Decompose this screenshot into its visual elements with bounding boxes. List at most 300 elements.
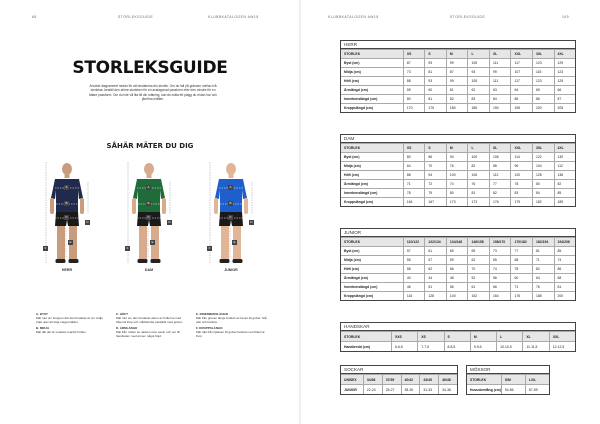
table-cell: 60 <box>424 86 446 94</box>
table-cell: 86 <box>554 265 576 273</box>
table-cell: 81 <box>424 68 446 76</box>
table-cell: 82 <box>554 180 576 188</box>
table-cell: 85 <box>510 95 532 103</box>
table-cell: 74 <box>489 265 511 273</box>
table-cell: 8-8,5 <box>444 342 470 351</box>
table-header-cell: UNISEX <box>344 377 357 382</box>
table-cell: 195 <box>510 104 532 112</box>
table-header-cell: 194/206 <box>554 238 576 246</box>
table-cell: 68 <box>510 256 532 264</box>
table-cell: 9-9,5 <box>470 342 496 351</box>
table-row <box>341 152 575 161</box>
table-cell: 84 <box>489 95 511 103</box>
instructions-col-1 <box>36 313 108 335</box>
table-cell: 200 <box>532 104 554 112</box>
table-cell: 180 <box>446 104 468 112</box>
table-header-cell: 170/182 <box>510 238 532 246</box>
table-cell: 87 <box>554 95 576 103</box>
model-figure-junior <box>206 160 256 267</box>
table-cell: 82 <box>446 95 468 103</box>
table-header-cell: XXS <box>391 332 417 341</box>
table-cell: 64 <box>403 162 425 170</box>
table-cell: 112 <box>554 162 576 170</box>
table-cell: 57 <box>403 247 425 255</box>
table-header-row <box>341 331 575 341</box>
table-header-cell: STORLEK <box>344 334 361 339</box>
table-cell: 88 <box>403 171 425 179</box>
table-row <box>341 282 575 291</box>
measure-marker-d: D <box>250 220 253 224</box>
table-cell: 100 <box>446 171 468 179</box>
figure-label: JUNIOR <box>224 268 238 272</box>
table-header-cell: XS <box>403 144 425 152</box>
table-header-cell: 3XL <box>532 144 554 152</box>
table-cell: 44 <box>424 274 446 282</box>
table-cell: 84 <box>532 189 554 197</box>
table-cell: 94 <box>424 171 446 179</box>
measure-marker-a: A <box>65 185 68 189</box>
table-cell: 93 <box>467 68 489 76</box>
table-cell: 22-24 <box>363 385 382 394</box>
instruction-text: Mät runt om den bredaste delen av höfterna med fötterna ihop och måttbandet parallellt med golvet. <box>116 315 183 324</box>
table-cell: 81 <box>424 95 446 103</box>
table-cell: 85 <box>554 247 576 255</box>
table-row <box>341 179 575 188</box>
table-cell: 65 <box>532 86 554 94</box>
table-cell: 106 <box>489 153 511 161</box>
table-cell: Byst (cm) <box>344 155 360 159</box>
table-title: SOCKAR <box>341 366 457 374</box>
table-cell: 56 <box>489 274 511 282</box>
table-cell: 54-56 <box>501 385 525 394</box>
table-cell: 61 <box>446 86 468 94</box>
table-header-cell: STORLEK <box>344 240 361 244</box>
table-cell: 82 <box>489 189 511 197</box>
table-header-cell: S <box>424 50 446 58</box>
instruction-heading: F. KROPPSLÄNGD <box>196 326 223 331</box>
table-cell: 164 <box>403 198 425 206</box>
table-header-row <box>341 49 575 58</box>
table-cell: 164 <box>489 292 511 300</box>
table-cell: Innerbenslängd (cm) <box>344 285 378 289</box>
table-cell: 114 <box>510 153 532 161</box>
table-cell: 123 <box>532 59 554 67</box>
table-cell: 115 <box>532 68 554 76</box>
table-cell: 106 <box>467 171 489 179</box>
table-cell: 130 <box>554 153 576 161</box>
table-cell: Ärmlängd (cm) <box>344 182 368 186</box>
table-cell: 71 <box>403 180 425 188</box>
table-cell: 73 <box>403 68 425 76</box>
table-cell: 111 <box>489 59 511 67</box>
measure-marker-a: A <box>229 185 232 189</box>
table-cell: 66 <box>446 265 468 273</box>
table-cell: 65 <box>446 247 468 255</box>
table-header-cell: 122/134 <box>424 238 446 246</box>
table-cell: 65 <box>489 256 511 264</box>
table-cell: 66 <box>554 86 576 94</box>
table-header-cell: STORLEK <box>344 146 361 150</box>
table-cell: 59 <box>446 256 468 264</box>
table-cell: 129 <box>554 59 576 67</box>
table-cell: 81 <box>554 283 576 291</box>
measure-marker-c: C <box>65 215 68 219</box>
table-header-cell: S <box>444 332 470 341</box>
measure-marker-e: E <box>69 240 72 244</box>
instruction-text: Mät rakt från hjässan till golvet barfota med fötterna ihop. <box>196 330 265 338</box>
table-cell: 79 <box>424 189 446 197</box>
left-section-label: STORLEKSGUIDE <box>118 15 154 19</box>
size-table-junior <box>340 228 576 301</box>
table-header-cell: 34/36 <box>363 375 382 384</box>
table-row <box>341 67 575 76</box>
table-cell: Huvudomfång (cm) <box>470 387 501 392</box>
table-cell: 205 <box>554 104 576 112</box>
table-header-cell: 43/45 <box>419 375 438 384</box>
table-cell: 64 <box>510 86 532 94</box>
table-cell: 70 <box>424 162 446 170</box>
table-row <box>341 197 575 206</box>
table-cell: 71 <box>532 256 554 264</box>
table-cell: 55 <box>403 256 425 264</box>
table-cell: 93 <box>424 77 446 85</box>
table-header-cell: L <box>467 144 489 152</box>
table-cell: 31-33 <box>419 385 438 394</box>
table-cell: JUNIOR <box>344 387 357 392</box>
figure-label: DAM <box>144 268 154 272</box>
table-cell: 136 <box>554 171 576 179</box>
table-cell: 122 <box>532 153 554 161</box>
table-row <box>341 161 575 170</box>
table-cell: 105 <box>467 77 489 85</box>
table-cell: 173 <box>467 198 489 206</box>
table-cell: 129 <box>554 77 576 85</box>
table-cell: 71 <box>510 283 532 291</box>
table-cell: 86 <box>424 153 446 161</box>
table-cell: 85 <box>554 189 576 197</box>
table-cell: 88 <box>403 77 425 85</box>
table-cell: 57-59 <box>525 385 549 394</box>
size-table-mossor <box>466 365 550 395</box>
model-figure-dam <box>124 160 174 267</box>
table-cell: 88 <box>489 162 511 170</box>
instruction-text: Mät där det är smalast ovanför höften. <box>36 330 87 335</box>
instruction-heading: A. BYST <box>36 312 48 316</box>
table-cell: Höft (cm) <box>344 267 359 271</box>
instructions-col-3 <box>196 313 268 339</box>
table-cell: 87 <box>446 68 468 76</box>
intro-text: Använd diagrammet nedan för att bestämma din storlek. Om du fall på gränsen mellan två storlekar, beställ den större storleken för en avslappnad passform eller den mindre för en tätare passform. Om du inte vill lita till din mätning, kan du mäta ett plagg du redan har och jämföra måtten. <box>89 84 217 102</box>
table-cell: 176 <box>510 292 532 300</box>
table-cell: 94 <box>446 153 468 161</box>
table-cell: 111 <box>489 77 511 85</box>
table-header-row <box>341 374 457 384</box>
instruction-heading: B. MIDJA <box>36 326 50 331</box>
instruction-text: Mät runt om kroppen där det bredaste är om midje (rakt utan att böja mage) kläder. <box>36 315 103 324</box>
measure-marker-c: C <box>229 215 232 219</box>
instruction-text: Mät från grenen längs insidan av benet till golvet. Stå rakt och barfota. <box>196 315 267 324</box>
table-cell: 80 <box>403 95 425 103</box>
table-row <box>341 76 575 85</box>
table-row <box>341 170 575 179</box>
measure-marker-b: B <box>229 201 232 205</box>
right-page-number: 169 <box>562 15 570 19</box>
table-cell: 10-10,5 <box>496 342 522 351</box>
table-cell: 77 <box>489 180 511 188</box>
table-cell: 12-12,5 <box>549 342 575 351</box>
instruction-heading: E. INNERBENSLÄNGD <box>196 312 229 316</box>
table-cell: 120 <box>510 171 532 179</box>
table-cell: 99 <box>446 77 468 85</box>
measure-marker-a: A <box>147 185 150 189</box>
page-title: STORLEKSGUIDE <box>72 58 228 78</box>
table-cell: 34-36 <box>438 385 457 394</box>
table-cell: 128 <box>532 171 554 179</box>
table-cell: 117 <box>510 77 532 85</box>
size-table-dam <box>340 134 576 207</box>
table-cell: 46 <box>403 283 425 291</box>
table-cell: 107 <box>510 68 532 76</box>
measure-marker-c: C <box>147 215 150 219</box>
table-cell: Byst (cm) <box>344 61 360 65</box>
table-row <box>341 291 575 300</box>
person-silhouette-icon <box>42 160 92 267</box>
table-cell: 76 <box>467 180 489 188</box>
table-header-cell: XS <box>403 50 425 58</box>
table-cell: 182 <box>532 198 554 206</box>
instruction-text: Mät från mitten av nacken över axeln och ner till handleden med armen något böjd. <box>116 330 180 338</box>
table-cell: 167 <box>424 198 446 206</box>
table-cell: 58 <box>403 265 425 273</box>
table-header-cell: XXL <box>510 144 532 152</box>
table-cell: 56 <box>446 283 468 291</box>
table-cell: 61 <box>424 247 446 255</box>
table-row <box>341 384 457 394</box>
table-cell: 104 <box>532 162 554 170</box>
table-cell: 99 <box>446 59 468 67</box>
table-row <box>341 85 575 94</box>
table-cell: 6-6,5 <box>391 342 417 351</box>
table-cell: 7-7,5 <box>417 342 443 351</box>
table-cell: 69 <box>467 247 489 255</box>
table-cell: 76 <box>532 283 554 291</box>
table-cell: 57 <box>424 256 446 264</box>
size-table-handskar <box>340 322 576 352</box>
person-silhouette-icon <box>206 160 256 267</box>
table-cell: Midja (cm) <box>344 164 361 168</box>
table-cell: 81 <box>467 189 489 197</box>
table-header-cell: XL <box>489 144 511 152</box>
table-cell: 66 <box>489 283 511 291</box>
right-page <box>300 0 600 424</box>
measure-marker-f: F <box>126 246 129 250</box>
table-cell: 74 <box>446 180 468 188</box>
table-cell: 190 <box>489 104 511 112</box>
size-table-herr <box>340 40 576 113</box>
table-cell: 87 <box>403 59 425 67</box>
table-title: MÖSSOR <box>467 366 549 374</box>
table-header-cell: L/XL <box>525 375 549 384</box>
table-cell: 82 <box>467 162 489 170</box>
table-cell: 83 <box>467 95 489 103</box>
table-cell: 81 <box>532 247 554 255</box>
table-header-cell: L <box>467 50 489 58</box>
table-header-cell: 134/146 <box>446 238 468 246</box>
table-cell: Innerbenslängd (cm) <box>344 191 378 195</box>
table-row <box>341 255 575 264</box>
table-cell: Ärmlängd (cm) <box>344 88 368 92</box>
table-cell: 117 <box>510 59 532 67</box>
instructions-col-2 <box>116 313 188 339</box>
table-cell: 170 <box>403 104 425 112</box>
table-cell: Byst (cm) <box>344 249 360 253</box>
table-cell: 105 <box>467 59 489 67</box>
table-cell: 175 <box>424 104 446 112</box>
table-cell: 68 <box>554 274 576 282</box>
table-header-row <box>341 143 575 152</box>
left-page-number: 68 <box>32 15 37 19</box>
table-cell: 48 <box>446 274 468 282</box>
table-cell: 78 <box>403 189 425 197</box>
table-cell: 100 <box>467 153 489 161</box>
table-cell: 86 <box>532 95 554 103</box>
right-catalog-label: KLUBBKATALOGEN AW18 <box>328 15 379 19</box>
table-cell: Kroppslängd (cm) <box>344 106 374 110</box>
right-section-label: STORLEKSGUIDE <box>450 15 486 19</box>
table-header-cell: XL <box>489 50 511 58</box>
table-cell: 185 <box>554 198 576 206</box>
table-cell: 80 <box>446 189 468 197</box>
table-cell: 11-11,5 <box>522 342 548 351</box>
table-header-cell: 158/170 <box>489 238 511 246</box>
table-header-cell: 46/48 <box>438 375 457 384</box>
table-cell: 60 <box>510 274 532 282</box>
table-title: DAM <box>341 135 575 143</box>
table-header-row <box>467 374 549 384</box>
table-cell: 62 <box>467 256 489 264</box>
table-cell: 52 <box>467 274 489 282</box>
table-title: HANDSKAR <box>341 323 575 331</box>
table-cell: 188 <box>532 292 554 300</box>
table-cell: 112 <box>489 171 511 179</box>
table-row <box>341 58 575 67</box>
left-catalog-label: KLUBBKATALOGEN AW18 <box>208 15 259 19</box>
measure-marker-f: F <box>208 246 211 250</box>
table-header-cell: 40/42 <box>401 375 420 384</box>
table-title: HERR <box>341 41 575 49</box>
measure-marker-e: E <box>151 240 154 244</box>
table-cell: 96 <box>510 162 532 170</box>
table-row <box>341 103 575 112</box>
table-cell: Innerbenslängd (cm) <box>344 97 378 101</box>
table-cell: 62 <box>424 265 446 273</box>
table-cell: 70 <box>467 265 489 273</box>
table-row <box>341 188 575 197</box>
table-cell: 63 <box>489 86 511 94</box>
table-cell: 140 <box>446 292 468 300</box>
measure-marker-d: D <box>86 220 89 224</box>
table-row <box>341 341 575 351</box>
table-cell: 51 <box>424 283 446 291</box>
table-cell: 59 <box>403 86 425 94</box>
table-header-cell: 110/122 <box>403 238 425 246</box>
table-header-cell: 4XL <box>554 50 576 58</box>
table-cell: 152 <box>467 292 489 300</box>
table-cell: 77 <box>510 247 532 255</box>
table-cell: Midja (cm) <box>344 70 361 74</box>
table-row <box>467 384 549 394</box>
table-header-cell: S/M <box>501 375 525 384</box>
instruction-heading: D. ÄRMLÄNGD <box>116 326 138 331</box>
measure-marker-e: E <box>233 240 236 244</box>
table-title: JUNIOR <box>341 229 575 237</box>
table-cell: 99 <box>489 68 511 76</box>
table-row <box>341 94 575 103</box>
person-silhouette-icon <box>124 160 174 267</box>
size-table-sockar <box>340 365 458 395</box>
table-header-cell: STORLEK <box>470 377 487 382</box>
table-cell: 78 <box>510 180 532 188</box>
table-header-cell: L <box>496 332 522 341</box>
measure-marker-d: D <box>168 220 171 224</box>
table-cell: 74 <box>554 256 576 264</box>
table-header-cell: 146/158 <box>467 238 489 246</box>
table-cell: 176 <box>489 198 511 206</box>
table-cell: 76 <box>446 162 468 170</box>
table-cell: Kroppslängd (cm) <box>344 200 374 204</box>
table-cell: 64 <box>532 274 554 282</box>
table-cell: 83 <box>510 189 532 197</box>
table-cell: Höft (cm) <box>344 79 359 83</box>
table-header-cell: 37/39 <box>382 375 401 384</box>
table-cell: 72 <box>424 180 446 188</box>
table-header-cell: 4XL <box>554 144 576 152</box>
table-row <box>341 273 575 282</box>
table-cell: 200 <box>554 292 576 300</box>
table-header-cell: 3XL <box>532 50 554 58</box>
table-cell: 123 <box>532 77 554 85</box>
table-header-cell: XL <box>522 332 548 341</box>
table-cell: 80 <box>403 153 425 161</box>
table-cell: Ärmlängd (cm) <box>344 276 368 280</box>
table-cell: 82 <box>532 265 554 273</box>
table-cell: 170 <box>446 198 468 206</box>
table-cell: 116 <box>403 292 425 300</box>
table-cell: 128 <box>424 292 446 300</box>
measure-marker-b: B <box>147 201 150 205</box>
table-header-cell: XXL <box>549 332 575 341</box>
table-cell: 28-30 <box>401 385 420 394</box>
table-cell: 185 <box>467 104 489 112</box>
instruction-heading: C. HÖFT <box>116 312 128 316</box>
measure-marker-f: F <box>44 246 47 250</box>
model-figure-herr <box>42 160 92 267</box>
table-cell: Midja (cm) <box>344 258 361 262</box>
table-header-cell: S <box>424 144 446 152</box>
table-cell: 123 <box>554 68 576 76</box>
table-header-cell: M <box>446 50 468 58</box>
table-cell: 40 <box>403 274 425 282</box>
table-cell: 25-27 <box>382 385 401 394</box>
table-cell: 73 <box>489 247 511 255</box>
measure-heading: SÅHÄR MÄTER DU DIG <box>106 142 194 150</box>
table-header-row <box>341 237 575 246</box>
table-header-cell: XXL <box>510 50 532 58</box>
table-header-cell: M <box>446 144 468 152</box>
table-cell: Höft (cm) <box>344 173 359 177</box>
table-header-cell: STORLEK <box>344 52 361 56</box>
table-header-cell: XS <box>417 332 443 341</box>
